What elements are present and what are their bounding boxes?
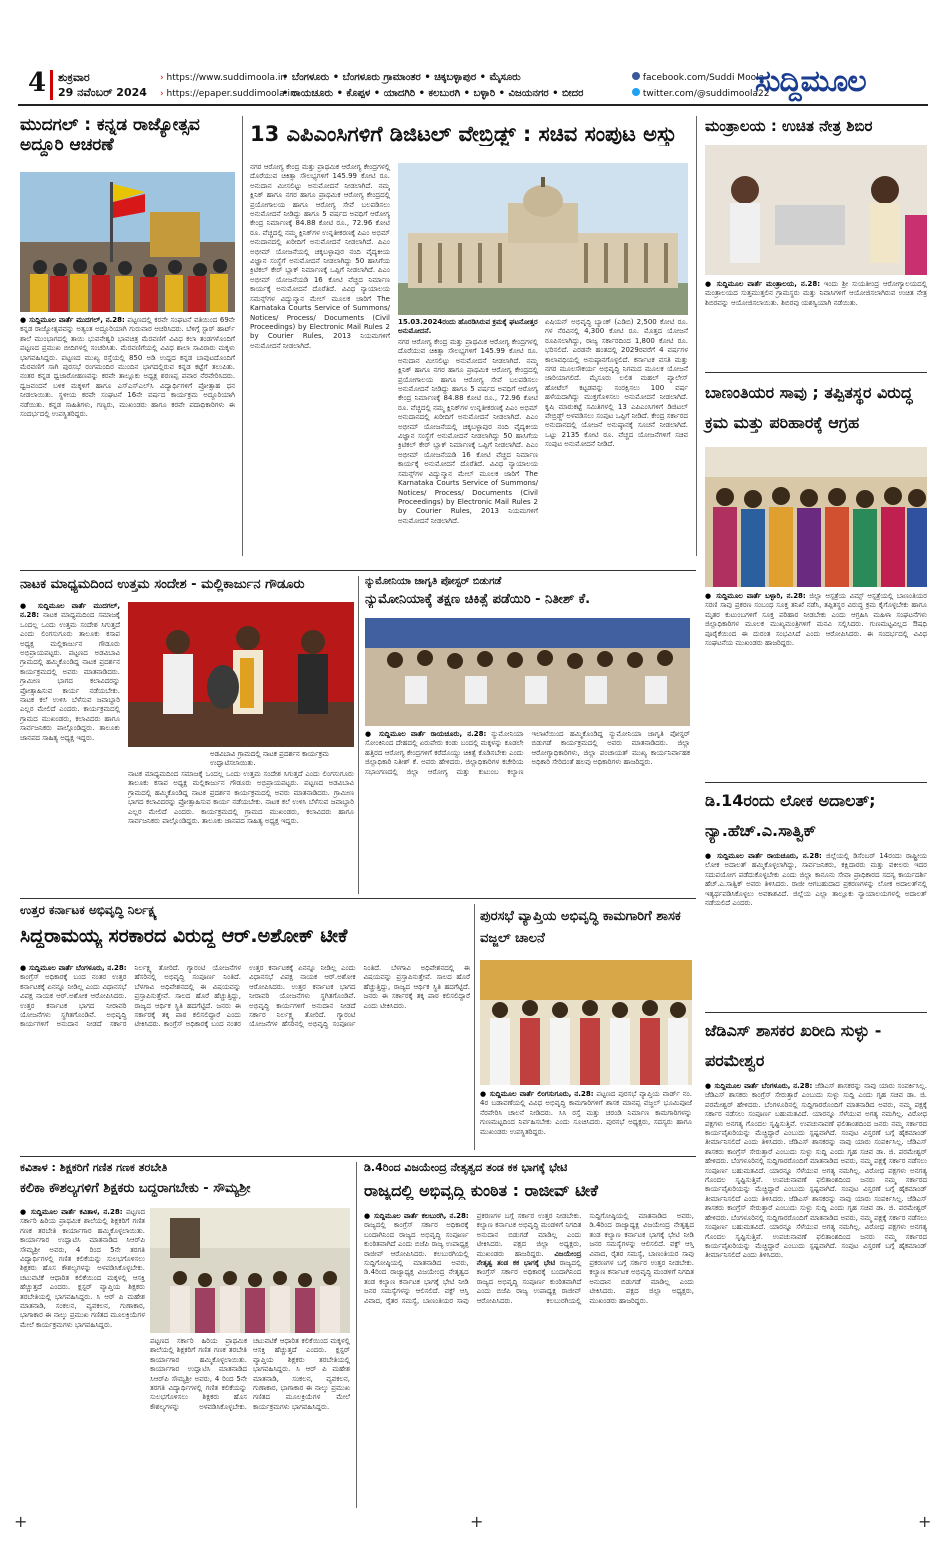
bhoomi-pooja-image — [480, 960, 692, 1085]
vajjal-byline: ● ಸುದ್ದಿಮೂಲ ವಾರ್ತೆ ಲಿಂಗಸುಗೂರು, ನ.28: — [480, 1090, 594, 1098]
link-icon: › — [160, 73, 164, 83]
header-cities — [282, 70, 583, 102]
balantiyara-byline: ● ಸುದ್ದಿಮೂಲ ವಾರ್ತೆ ಬಳ್ಳಾರಿ, ನ.28: — [705, 592, 806, 600]
twitter-icon — [632, 88, 640, 96]
kalike-byline: ● ಸುದ್ದಿಮೂಲ ವಾರ್ತೆ ಕವಿತಾಳ, ನ.28: — [20, 1208, 123, 1216]
column-divider — [358, 576, 359, 894]
mantralaya-text: ಇಂದು ಶ್ರೀ ಸುಯತೀಂದ್ರ ಆರೋಗ್ಯಾಲಯದಲ್ಲಿ ಮಂತ್ರಾಲಯದ ಸುತ್ತಮುತ್ತಲಿನ ಗ್ರಾಮಸ್ಥರು ಮತ್ತು ನಿವಾಸಿಗಳಿಗೆ ಆಯೋಜಿಸಲಾಗಿರುವ ಉಚಿತ ನೇತ್ರ ಶಿಬಿರವನ್ನು ಆಯೋಜಿಸಲಾಯಿತು. ಶಿಬಿರವು ಯಶಸ್ವಿಯಾಗಿ ನಡೆಯಿತು. — [705, 280, 927, 307]
rajeev-headline: ರಾಜ್ಯದಲ್ಲಿ ಅಭಿವೃದ್ಧಿ ಕುಂಠಿತ : ರಾಜೀವ್ ಟೀಕೆ — [364, 1182, 598, 1200]
nataka-photo — [128, 602, 354, 747]
section-rule — [20, 570, 696, 571]
section-rule — [705, 1012, 927, 1013]
mudagal-body — [20, 316, 235, 556]
weighbridge-headline: 13 ಎಪಿಎಂಸಿಗಳಿಗೆ ಡಿಜಿಟಲ್ ವೇಬ್ರಿಡ್ಜ್ : ಸಚಿವ ಸಂಪುಟ ಅಸ್ತು — [250, 122, 677, 146]
header-day: ಶುಕ್ರವಾರ — [58, 71, 90, 84]
vajjal-headline: ಪುರಸಭೆ ವ್ಯಾಪ್ತಿಯ ಅಭಿವೃದ್ಧಿ ಕಾಮಗಾರಿಗೆ ಶಾಸಕ ವಜ್ಜಲ್ ಚಾಲನೆ — [480, 909, 681, 946]
mantralaya-body — [705, 280, 927, 370]
page-number: 4 — [28, 68, 47, 98]
balantiyara-body — [705, 592, 927, 777]
eye-camp-image — [705, 145, 927, 275]
header-date-text: 29 ನವೆಂಬರ್ 2024 — [58, 86, 147, 99]
cities-row-2: • ರಾಯಚೂರು • ಕೊಪ್ಪಳ • ಯಾದಗಿರಿ • ಕಲಬುರಗಿ • ಬಳ್ಳಾರಿ • ವಿಜಯನಗರ • ಬೀದರ — [282, 88, 584, 99]
ashok-byline: ● ಸುದ್ದಿಮೂಲ ವಾರ್ತೆ ಬೆಂಗಳೂರು, ನ.28: — [20, 964, 127, 972]
header-rule — [18, 104, 928, 106]
nataka-headline: ನಾಟಕ ಮಾಧ್ಯಮದಿಂದ ಉತ್ತಮ ಸಂದೇಶ - ಮಲ್ಲಿಕಾರ್ಜುನ ಗೌಡೂರು — [20, 578, 305, 592]
protest-image — [705, 447, 927, 587]
rajeev-text: ರಾಜ್ಯದಲ್ಲಿ ಕಾಂಗ್ರೆಸ್ ಸರ್ಕಾರ ಅಧಿಕಾರಕ್ಕೆ ಬಂದಾಗಿನಿಂದ ರಾಜ್ಯದ ಅಭಿವೃದ್ಧಿ ಸಂಪೂರ್ಣ ಕುಂಠಿತವಾಗಿದೆ ಎಂದು ಬಿಜೆಪಿ ರಾಜ್ಯ ಉಪಾಧ್ಯಕ್ಷ ರಾಜೀವ್ ಆರೋಪಿಸಿದರು. ಕಲಬುರಗಿಯಲ್ಲಿ ಸುದ್ದಿಗೋಷ್ಠಿಯಲ್ಲಿ ಮಾತನಾಡಿದ ಅವರು, ಡಿ.4ರಿಂದ ರಾಜ್ಯಾಧ್ಯಕ್ಷ ವಿಜಯೇಂದ್ರ ನೇತೃತ್ವದ ತಂಡ ಕಲ್ಯಾಣ ಕರ್ನಾಟಕ ಭಾಗಕ್ಕೆ ಭೇಟಿ ನೀಡಿ ಜನರ ಸಮಸ್ಯೆಗಳನ್ನು ಆಲಿಸಲಿದೆ. ವಕ್ಫ್ ಆಸ್ತಿ ವಿವಾದ, ರೈತರ ಸಮಸ್ಯೆ, ಬಾಣಂತಿಯರ ಸಾವು ಪ್ರಕರಣಗಳ ಬಗ್ಗೆ ಸರ್ಕಾರ ಉತ್ತರ ನೀಡಬೇಕು. ಕಲ್ಯಾಣ ಕರ್ನಾಟಕ ಅಭಿವೃದ್ಧಿ ಮಂಡಳಿಗೆ ನಿಗದಿತ ಅನುದಾನ ಬಿಡುಗಡೆ ಮಾಡಿಲ್ಲ ಎಂದು ಟೀಕಿಸಿದರು. ಪಕ್ಷದ ಜಿಲ್ಲಾ ಅಧ್ಯಕ್ಷರು, ಮುಖಂಡರು ಹಾಜರಿದ್ದರು. — [364, 1212, 582, 1305]
pneumonia-body — [365, 730, 690, 892]
mudagal-photo — [20, 172, 235, 312]
vidhana-soudha-image — [398, 163, 688, 315]
jds-text: ಜೆಡಿಎಸ್ ಶಾಸಕರನ್ನು ನಾವು ಯಾರು ಸಂಪರ್ಕಿಸಿಲ್ಲ. ಜೆಡಿಎಸ್ ಶಾಸಕರು ಕಾಂಗ್ರೆಸ್ ಸೇರುತ್ತಾರೆ ಎಂಬುದು ಸುಳ್ಳು ಸುದ್ದಿ ಎಂದು ಗೃಹ ಸಚಿವ ಡಾ. ಜಿ. ಪರಮೇಶ್ವರ್ ಹೇಳಿದರು. ಬೆಂಗಳೂರಿನಲ್ಲಿ ಸುದ್ದಿಗಾರರೊಂದಿಗೆ ಮಾತನಾಡಿದ ಅವರು, ನಮ್ಮ ಪಕ್ಷಕ್ಕೆ ಸರ್ಕಾರ ನಡೆಸಲು ಸಂಪೂರ್ಣ ಬಹುಮತವಿದೆ. ಯಾರನ್ನೂ ಸೆಳೆಯುವ ಅಗತ್ಯ ನಮಗಿಲ್ಲ. ವಿರೋಧ ಪಕ್ಷಗಳು ಅನಗತ್ಯ ಗೊಂದಲ ಸೃಷ್ಟಿಸುತ್ತಿವೆ. ಉಪಚುನಾವಣೆ ಫಲಿತಾಂಶದಿಂದ ಜನರು ನಮ್ಮ ಸರ್ಕಾರದ ಕಾರ್ಯವೈಖರಿಯನ್ನು ಮೆಚ್ಚಿದ್ದಾರೆ ಎಂಬುದು ಸ್ಪಷ್ಟವಾಗಿದೆ. ಸಂಪುಟ ವಿಸ್ತರಣೆ ಬಗ್ಗೆ ಹೈಕಮಾಂಡ್ ತೀರ್ಮಾನಿಸಲಿದೆ ಎಂದು ತಿಳಿಸಿದರು. — [705, 1082, 927, 1147]
section-rule — [705, 372, 927, 373]
kalike-headline: ಕಲಿಕಾ ಕೌಶಲ್ಯಗಳಿಗೆ ಶಿಕ್ಷಕರು ಬದ್ಧರಾಗಬೇಕು - ಸೌಮ್ಯಶ್ರೀ — [20, 1182, 251, 1196]
header-websites — [160, 70, 296, 102]
epaper-link[interactable]: https://epaper.suddimoola.in — [166, 89, 296, 99]
weighbridge-text-right: ಏಷಿಯನ್ ಅಭಿವೃದ್ಧಿ ಬ್ಯಾಂಕ್ (ಎಡಿಬಿ) 2,500 ಕೋಟಿ ರೂ. ಗಳ ನೆರವಿನಲ್ಲಿ 4,300 ಕೋಟಿ ರೂ. ಮೊತ್ತದ ಯೋಜನೆ ರೂಪಿಸಲಾಗಿದ್ದು, ರಾಜ್ಯ ಸರ್ಕಾರದಿಂದ 1,800 ಕೋಟಿ ರೂ. ಭರಿಸಲಿದೆ. ಎರಡನೇ ಹಂತದಲ್ಲಿ 2029ರವರೆಗೆ 4 ವರ್ಷಗಳ ಕಾಲಾವಧಿಯಲ್ಲಿ ಅನುಷ್ಠಾನಗೊಳ್ಳಲಿದೆ. ಕರ್ನಾಟಕ ವಸತಿ ಮತ್ತು ನಗರ ಮೂಲಸೌಕರ್ಯ ಅಭಿವೃದ್ಧಿ ನಿಗಮದ ಮೂಲಕ ಯೋಜನೆ ಜಾರಿಯಾಗಲಿದೆ. ಮೈಸೂರು ಲಲಿತ ಮಹಲ್ ಪ್ಯಾಲೇಸ್ ಹೋಟೆಲ್ ಕಟ್ಟಡವನ್ನು ಸಂರಕ್ಷಿಸಲು 100 ವರ್ಷ ಹಳೆಯದಾಗಿದ್ದು ಮುಕ್ತಗೊಳಿಸಲು ಅನುಮೋದನೆ ನೀಡಲಾಗಿದೆ. ಕೃಷಿ ಮಾರುಕಟ್ಟೆ ಸಮಿತಿಗಳಲ್ಲಿ 13 ಎಪಿಎಂಸಿಗಳಿಗೆ ಡಿಜಿಟಲ್ ವೇಬ್ರಿಡ್ಜ್ ಅಳವಡಿಸಲು ಸಂಪುಟ ಒಪ್ಪಿಗೆ ನೀಡಿದೆ. ಕೇಂದ್ರ ಸರ್ಕಾರದ ಅನುದಾನದಲ್ಲಿ ಯೋಜನೆ ಅನುಷ್ಠಾನಕ್ಕೆ ಸೂಚನೆ ನೀಡಲಾಗಿದೆ. ಒಟ್ಟು 2135 ಕೋಟಿ ರೂ. ವೆಚ್ಚದ ಯೋಜನೆಗಳಿಗೆ ಸಚಿವ ಸಂಪುಟ ಅನುಮೋದನೆ ನೀಡಿದೆ. — [545, 318, 688, 449]
rajeev-byline: ● ಸುದ್ದಿಮೂಲ ವಾರ್ತೆ ಕಲಬುರಗಿ, ನ.28: — [364, 1212, 469, 1220]
jds-byline: ● ಸುದ್ದಿಮೂಲ ವಾರ್ತೆ ಬೆಂಗಳೂರು, ನ.28: — [705, 1082, 813, 1090]
nataka-body-right — [128, 770, 354, 892]
weighbridge-caption: 15.03.2024ರಂದು ಹೊರಡಿಸಿರುವ ಕ್ರಮಕ್ಕೆ ಘಟನೋತ್ತರ ಅನುಮೋದನೆ. — [398, 318, 538, 335]
poster-release-photo — [365, 618, 690, 726]
facebook-icon — [632, 72, 640, 80]
kalike-body-left — [20, 1208, 145, 1508]
vajjal-text: ಪಟ್ಟಣದ ಪುರಸಭೆ ವ್ಯಾಪ್ತಿಯ ವಾರ್ಡ್ ನಂ. 4ರ ಬಡಾವಣೆಯಲ್ಲಿ ವಿವಿಧ ಅಭಿವೃದ್ಧಿ ಕಾಮಗಾರಿಗಳಿಗೆ ಶಾಸಕ ಮಾನಪ್ಪ ವಜ್ಜಲ್ ಭೂಮಿಪೂಜೆ ನೆರವೇರಿಸಿ ಚಾಲನೆ ನೀಡಿದರು. ಸಿಸಿ ರಸ್ತೆ ಮತ್ತು ಚರಂಡಿ ನಿರ್ಮಾಣ ಕಾಮಗಾರಿಗಳನ್ನು ಗುಣಮಟ್ಟದಿಂದ ನಿರ್ವಹಿಸಬೇಕು ಎಂದು ಸೂಚಿಸಿದರು. ಪುರಸಭೆ ಅಧ್ಯಕ್ಷರು, ಸದಸ್ಯರು ಹಾಗೂ ಮುಖಂಡರು ಉಪಸ್ಥಿತರಿದ್ದರು. — [480, 1090, 692, 1136]
vidhana-soudha-photo — [398, 163, 688, 315]
section-rule — [20, 1156, 696, 1157]
ashok-text-cont: ಕಾಂಗ್ರೆಸ್ ಅಧಿಕಾರಕ್ಕೆ ಬಂದ ನಂತರ ಉತ್ತರ ಕರ್ನಾಟಕಕ್ಕೆ ಏನನ್ನೂ ನೀಡಿಲ್ಲ ಎಂದು ವಿಧಾನಸಭೆ ವಿಪಕ್ಷ ನಾಯಕ ಆರ್.ಅಶೋಕ ಆರೋಪಿಸಿದರು. ಉತ್ತರ ಕರ್ನಾಟಕ ಭಾಗದ ನೀರಾವರಿ ಯೋಜನೆಗಳು ಸ್ಥಗಿತಗೊಂಡಿವೆ. ಅಭಿವೃದ್ಧಿ ಕಾರ್ಯಗಳಿಗೆ ಅನುದಾನ ನೀಡದೆ ಸರ್ಕಾರ ನಿರ್ಲಕ್ಷ್ಯ ತೋರಿದೆ. ಗ್ಯಾರಂಟಿ ಯೋಜನೆಗಳ ಹೆಸರಿನಲ್ಲಿ ಅಭಿವೃದ್ಧಿ ಸಂಪೂರ್ಣ ನಿಂತಿದೆ. ಬೆಳಗಾವಿ ಅಧಿವೇಶನದಲ್ಲಿ ಈ ವಿಷಯವನ್ನು ಪ್ರಸ್ತಾಪಿಸುತ್ತೇವೆ. ಸಾಲದ ಹೊರೆ ಹೆಚ್ಚುತ್ತಿದ್ದು, ರಾಜ್ಯದ ಆರ್ಥಿಕ ಸ್ಥಿತಿ ಹದಗೆಟ್ಟಿದೆ. ಜನರು ಈ ಸರ್ಕಾರಕ್ಕೆ ತಕ್ಕ ಪಾಠ ಕಲಿಸಲಿದ್ದಾರೆ ಎಂದು ಟೀಕಿಸಿದರು. — [163, 964, 470, 1029]
balantiyara-text: ಜಿಲ್ಲಾ ಆಸ್ಪತ್ರೆಯ ವಿಮ್ಸ್ ಆಸ್ಪತ್ರೆಯಲ್ಲಿ ಬಾಣಂತಿಯರ ಸರಣಿ ಸಾವು ಪ್ರಕರಣ ಸಂಬಂಧ ಸೂಕ್ತ ತನಿಖೆ ನಡೆಸಿ, ತಪ್ಪಿತಸ್ಥರ ವಿರುದ್ಧ ಕ್ರಮ ಕೈಗೊಳ್ಳಬೇಕು ಹಾಗೂ ಮೃತರ ಕುಟುಂಬಗಳಿಗೆ ಸೂಕ್ತ ಪರಿಹಾರ ನೀಡಬೇಕು ಎಂದು ಆಗ್ರಹಿಸಿ ಮಹಿಳಾ ಸಂಘಟನೆಗಳು ಜಿಲ್ಲಾಧಿಕಾರಿಗಳ ಮೂಲಕ ಮುಖ್ಯಮಂತ್ರಿಗಳಿಗೆ ಮನವಿ ಸಲ್ಲಿಸಿದರು. ಗುಣಮಟ್ಟವಿಲ್ಲದ ಔಷಧಿ ಪೂರೈಕೆಯಿಂದ ಈ ದುರಂತ ಸಂಭವಿಸಿದೆ ಎಂದು ಆರೋಪಿಸಿದರು. ಈ ಸಂದರ್ಭದಲ್ಲಿ ವಿವಿಧ ಸಂಘಟನೆಯ ಮುಖಂಡರು ಹಾಜರಿದ್ದರು. — [705, 592, 927, 648]
adalat-headline: ಡಿ.14ರಂದು ಲೋಕ ಅದಾಲತ್; ನ್ಯಾ.ಹೆಚ್.ಎ.ಸಾತ್ವಿಕ್ — [705, 791, 876, 840]
mantralaya-byline: ● ಸುದ್ದಿಮೂಲ ವಾರ್ತೆ ಮಂತ್ರಾಲಯ, ನ.28: — [705, 280, 821, 288]
mudagal-byline: ● ಸುದ್ದಿಮೂಲ ವಾರ್ತೆ ಮುದಗಲ್, ನ.28: — [20, 316, 125, 324]
pneumonia-text: ನ್ಯುಮೋನಿಯಾ ಸೋಂಕಿನಿಂದ ದೇಹದಲ್ಲಿ ಏರುಪೇರು ಕಂಡು ಬಂದಲ್ಲಿ ಮಕ್ಕಳನ್ನು ಕೂಡಲೇ ಹತ್ತಿರದ ಆರೋಗ್ಯ ಕೇಂದ್ರಗಳಿಗೆ ಕರೆದೊಯ್ದು ಚಿಕಿತ್ಸೆ ಕೊಡಿಸಬೇಕು ಎಂದು ಜಿಲ್ಲಾಧಿಕಾರಿ ನಿತೀಶ್ ಕೆ. ಅವರು ಹೇಳಿದರು. ಜಿಲ್ಲಾಧಿಕಾರಿಗಳ ಕಚೇರಿಯ ಸಭಾಂಗಣದಲ್ಲಿ ಜಿಲ್ಲಾ ಆರೋಗ್ಯ ಮತ್ತು ಕುಟುಂಬ ಕಲ್ಯಾಣ ಇಲಾಖೆಯಿಂದ ಹಮ್ಮಿಕೊಂಡಿದ್ದ ನ್ಯುಮೋನಿಯಾ ಜಾಗೃತಿ ಪೋಸ್ಟರ್ ಬಿಡುಗಡೆ ಕಾರ್ಯಕ್ರಮದಲ್ಲಿ ಅವರು ಮಾತನಾಡಿದರು. ಜಿಲ್ಲಾ ಆರೋಗ್ಯಾಧಿಕಾರಿಗಳು, ಜಿಲ್ಲಾ ಪಂಚಾಯತ್ ಮುಖ್ಯ ಕಾರ್ಯನಿರ್ವಾಹಕ ಅಧಿಕಾರಿ ಸೇರಿದಂತೆ ಹಲವು ಅಧಿಕಾರಿಗಳು ಹಾಜರಿದ್ದರು. — [365, 730, 690, 776]
nataka-byline: ● ಸುದ್ದಿಮೂಲ ವಾರ್ತೆ ಮುದಗಲ್, ನ.28: — [20, 602, 120, 620]
stage-photo-image — [128, 602, 354, 747]
weighbridge-body-right — [545, 318, 688, 555]
kalike-body-right — [150, 1337, 350, 1507]
weighbridge-text-left: ನಗರ ಆರೋಗ್ಯ ಕೇಂದ್ರ ಮತ್ತು ಪ್ರಾಥಮಿಕ ಆರೋಗ್ಯ ಕೇಂದ್ರಗಳಲ್ಲಿ ದೊರೆಯುವ ಚಿಕಿತ್ಸಾ ಸೌಲಭ್ಯಗಳಿಗೆ 145.99 ಕೋಟಿ ರೂ. ಅನುದಾನ ಮೀಸಲಿಟ್ಟು ಅನುಮೋದನೆ ನೀಡಲಾಗಿದೆ. ನಮ್ಮ ಕ್ಲಿನಿಕ್ ಹಾಗೂ ನಗರ ಹಾಗೂ ಪ್ರಾಥಮಿಕ ಆರೋಗ್ಯ ಕೇಂದ್ರದಲ್ಲಿ ಪ್ರಯೋಗಾಲಯ ಹಾಗೂ ಆರೋಗ್ಯ ಸೇವೆ ಬಲಪಡಿಸಲು ಅನುಮೋದನೆ ನೀಡಿದ್ದು ಹಾಗೂ 5 ವರ್ಷದ ಅವಧಿಗೆ ಆರೋಗ್ಯ ಕೇಂದ್ರ ನಿರ್ಮಾಣಕ್ಕೆ 84.88 ಕೋಟಿ ರೂ., 72.96 ಕೋಟಿ ರೂ. ವೆಚ್ಚದಲ್ಲಿ ನಮ್ಮ ಕ್ಲಿನಿಕ್‌ಗಳ ಉನ್ನತೀಕರಣಕ್ಕೆ ಪಿಎಂ ಅಭಿಮ್ ಅನುದಾನದಲ್ಲಿ ಖರೀದಿಗೆ ಅನುಮೋದನೆ ನೀಡಲಾಗಿದೆ. ಪಿಎಂ ಅಭೀಮ್ ಯೋಜನೆಯಲ್ಲಿ ಚಿಕ್ಕಬಳ್ಳಾಪುರ ನಂದಿ ವೈದ್ಯಕೀಯ ವಿಜ್ಞಾನ ಸಂಸ್ಥೆಗೆ ಅನುಮೋದನೆ ನೀಡಲಾಗಿದ್ದು 50 ಹಾಸಿಗೆಯ ಕ್ರಿಟಿಕಲ್ ಕೇರ್ ಬ್ಲಾಕ್ ನಿರ್ಮಾಣಕ್ಕೆ ಒಪ್ಪಿಗೆ ನೀಡಲಾಗಿದೆ. ಪಿಎಂ ಅಭೀಮ್ ಯೋಜನೆಯಡಿ 16 ಕೋಟಿ ವೆಚ್ಚದ ನಿರ್ಮಾಣ ಕಾರ್ಯಕ್ಕೆ ಅನುಮೋದನೆ ದೊರೆತಿದೆ. ವಿವಿಧ ನ್ಯಾಯಾಲಯ ಸಮನ್ಸ್‌ಗಳ ವಿದ್ಯುನ್ಮಾನ ಮೇಲ್ ಮೂಲಕ ಜಾರಿಗೆ The Karnataka Courts Service of Summons/ Notices/ Process/ Documents (Civil Proceedings) by Electronic Mail Rules 2 by Courier Rules, 2013 ನಿಯಮಗಳಿಗೆ ಅನುಮೋದನೆ ನೀಡಲಾಗಿದೆ. — [250, 163, 390, 350]
eye-camp-photo — [705, 145, 927, 275]
jds-body — [705, 1082, 927, 1500]
nataka-text-right: ನಾಟಕ ಮಾಧ್ಯಮದಿಂದ ಸಮಾಜಕ್ಕೆ ಒಂದಲ್ಲ ಒಂದು ಉತ್ತಮ ಸಂದೇಶ ಸಿಗುತ್ತದೆ ಎಂದು ಲಿಂಗಸುಗೂರು ತಾಲೂಕು ಕಸಾಪ ಅಧ್ಯಕ್ಷ ಮಲ್ಲಿಕಾರ್ಜುನ ಗೌಡೂರು ಅಭಿಪ್ರಾಯಪಟ್ಟರು. ಪಟ್ಟಣದ ಅಡವಿಬಾವಿ ಗ್ರಾಮದಲ್ಲಿ ಹಮ್ಮಿಕೊಂಡಿದ್ದ ನಾಟಕ ಪ್ರದರ್ಶನ ಕಾರ್ಯಕ್ರಮದಲ್ಲಿ ಅವರು ಮಾತನಾಡಿದರು. ಗ್ರಾಮೀಣ ಭಾಗದ ಕಲಾವಿದರನ್ನು ಪ್ರೋತ್ಸಾಹಿಸುವ ಕಾರ್ಯ ನಡೆಯಬೇಕು. ನಾಟಕ ಕಲೆ ಉಳಿಸಿ ಬೆಳೆಸುವ ಜವಾಬ್ದಾರಿ ಎಲ್ಲರ ಮೇಲಿದೆ ಎಂದರು. ಕಾರ್ಯಕ್ರಮದಲ್ಲಿ ಗ್ರಾಮದ ಮುಖಂಡರು, ಕಲಾವಿದರು ಹಾಗೂ ಸಾರ್ವಜನಿಕರು ಪಾಲ್ಗೊಂಡಿದ್ದರು. ತಾಲೂಕು ಜಾನಪದ ಸಾಹಿತ್ಯ ಅಧ್ಯಕ್ಷ ಇದ್ದರು. — [128, 770, 354, 826]
twitter-link[interactable]: twitter.com/@suddimoola22 — [642, 89, 770, 99]
cities-row-1: • ಬೆಂಗಳೂರು • ಬೆಂಗಳೂರು ಗ್ರಾಮಾಂತರ • ಚಿಕ್ಕಬಳ್ಳಾಪುರ • ಮೈಸೂರು — [282, 72, 521, 83]
ashok-headline: ಸಿದ್ದರಾಮಯ್ಯ ಸರಕಾರದ ವಿರುದ್ಧ ಆರ್.ಅಶೋಕ್ ಟೀಕೆ — [20, 926, 348, 947]
nataka-body-left — [20, 602, 120, 892]
adalat-text: ಜಿಲ್ಲೆಯಲ್ಲಿ ಡಿಸೆಂಬರ್ 14ರಂದು ರಾಷ್ಟ್ರೀಯ ಲೋಕ ಅದಾಲತ್ ಹಮ್ಮಿಕೊಳ್ಳಲಾಗಿದ್ದು, ಸಾರ್ವಜನಿಕರು, ಕಕ್ಷಿದಾರರು ಮತ್ತು ವಕೀಲರು ಇದರ ಸದುಪಯೋಗ ಪಡೆದುಕೊಳ್ಳಬೇಕು ಎಂದು ಜಿಲ್ಲಾ ಕಾನೂನು ಸೇವಾ ಪ್ರಾಧಿಕಾರದ ಸದಸ್ಯ ಕಾರ್ಯದರ್ಶಿ ಹೆಚ್.ಎ.ಸಾತ್ವಿಕ್ ಅವರು ತಿಳಿಸಿದರು. ರಾಜೀ ಆಗಬಹುದಾದ ಪ್ರಕರಣಗಳನ್ನು ಲೋಕ ಅದಾಲತ್‌ನಲ್ಲಿ ಇತ್ಯರ್ಥಪಡಿಸಿಕೊಳ್ಳಲು ಅವಕಾಶವಿದೆ. ಜಿಲ್ಲೆಯ ಎಲ್ಲಾ ತಾಲ್ಲೂಕು ನ್ಯಾಯಾಲಯಗಳಲ್ಲಿ ಅದಾಲತ್ ನಡೆಯಲಿದೆ ಎಂದರು. — [705, 852, 927, 908]
vajjal-body — [480, 1090, 692, 1150]
poster-release-image — [365, 618, 690, 726]
crop-mark: + — [14, 1512, 28, 1531]
facebook-link[interactable]: facebook.com/Suddi Moola — [642, 73, 765, 83]
rajeev-subhead: ವಿಜಯೇಂದ್ರ ನೇತೃತ್ವ ತಂಡ ಕಕ ಭಾಗಕ್ಕೆ ಭೇಟಿ — [476, 1249, 582, 1268]
jds-headline: ಜೆಡಿಎಸ್ ಶಾಸಕರ ಖರೀದಿ ಸುಳ್ಳು - ಪರಮೇಶ್ವರ — [705, 1021, 882, 1070]
section-rule — [20, 898, 696, 899]
nataka-text: ನಾಟಕ ಮಾಧ್ಯಮದಿಂದ ಸಮಾಜಕ್ಕೆ ಒಂದಲ್ಲ ಒಂದು ಉತ್ತಮ ಸಂದೇಶ ಸಿಗುತ್ತದೆ ಎಂದು ಲಿಂಗಸುಗೂರು ತಾಲೂಕು ಕಸಾಪ ಅಧ್ಯಕ್ಷ ಮಲ್ಲಿಕಾರ್ಜುನ ಗೌಡೂರು ಅಭಿಪ್ರಾಯಪಟ್ಟರು. ಪಟ್ಟಣದ ಅಡವಿಬಾವಿ ಗ್ರಾಮದಲ್ಲಿ ಹಮ್ಮಿಕೊಂಡಿದ್ದ ನಾಟಕ ಪ್ರದರ್ಶನ ಕಾರ್ಯಕ್ರಮದಲ್ಲಿ ಅವರು ಮಾತನಾಡಿದರು. ಗ್ರಾಮೀಣ ಭಾಗದ ಕಲಾವಿದರನ್ನು ಪ್ರೋತ್ಸಾಹಿಸುವ ಕಾರ್ಯ ನಡೆಯಬೇಕು. ನಾಟಕ ಕಲೆ ಉಳಿಸಿ ಬೆಳೆಸುವ ಜವಾಬ್ದಾರಿ ಎಲ್ಲರ ಮೇಲಿದೆ ಎಂದರು. ಕಾರ್ಯಕ್ರಮದಲ್ಲಿ ಗ್ರಾಮದ ಮುಖಂಡರು, ಕಲಾವಿದರು ಹಾಗೂ ಸಾರ್ವಜನಿಕರು ಪಾಲ್ಗೊಂಡಿದ್ದರು. ತಾಲೂಕು ಜಾನಪದ ಸಾಹಿತ್ಯ ಅಧ್ಯಕ್ಷ ಇದ್ದರು. — [20, 611, 120, 742]
jds-text-cont: ಜೆಡಿಎಸ್ ಶಾಸಕರನ್ನು ನಾವು ಯಾರು ಸಂಪರ್ಕಿಸಿಲ್ಲ. ಜೆಡಿಎಸ್ ಶಾಸಕರು ಕಾಂಗ್ರೆಸ್ ಸೇರುತ್ತಾರೆ ಎಂಬುದು ಸುಳ್ಳು ಸುದ್ದಿ ಎಂದು ಗೃಹ ಸಚಿವ ಡಾ. ಜಿ. ಪರಮೇಶ್ವರ್ ಹೇಳಿದರು. ಬೆಂಗಳೂರಿನಲ್ಲಿ ಸುದ್ದಿಗಾರರೊಂದಿಗೆ ಮಾತನಾಡಿದ ಅವರು, ನಮ್ಮ ಪಕ್ಷಕ್ಕೆ ಸರ್ಕಾರ ನಡೆಸಲು ಸಂಪೂರ್ಣ ಬಹುಮತವಿದೆ. ಯಾರನ್ನೂ ಸೆಳೆಯುವ ಅಗತ್ಯ ನಮಗಿಲ್ಲ. ವಿರೋಧ ಪಕ್ಷಗಳು ಅನಗತ್ಯ ಗೊಂದಲ ಸೃಷ್ಟಿಸುತ್ತಿವೆ. ಉಪಚುನಾವಣೆ ಫಲಿತಾಂಶದಿಂದ ಜನರು ನಮ್ಮ ಸರ್ಕಾರದ ಕಾರ್ಯವೈಖರಿಯನ್ನು ಮೆಚ್ಚಿದ್ದಾರೆ ಎಂಬುದು ಸ್ಪಷ್ಟವಾಗಿದೆ. ಸಂಪುಟ ವಿಸ್ತರಣೆ ಬಗ್ಗೆ ಹೈಕಮಾಂಡ್ ತೀರ್ಮಾನಿಸಲಿದೆ ಎಂದು ತಿಳಿಸಿದರು. — [705, 1138, 927, 1203]
section-rule — [705, 782, 927, 783]
weighbridge-body-mid — [398, 338, 538, 555]
crop-mark: + — [918, 1512, 932, 1531]
weighbridge-body-left — [250, 163, 390, 555]
training-photo — [150, 1208, 350, 1333]
column-divider — [242, 116, 243, 556]
protest-photo — [705, 447, 927, 587]
adalat-byline: ● ಸುದ್ದಿಮೂಲ ವಾರ್ತೆ ರಾಯಚೂರು, ನ.28: — [705, 852, 822, 860]
jds-text-cont2: ಜೆಡಿಎಸ್ ಶಾಸಕರನ್ನು ನಾವು ಯಾರು ಸಂಪರ್ಕಿಸಿಲ್ಲ. ಜೆಡಿಎಸ್ ಶಾಸಕರು ಕಾಂಗ್ರೆಸ್ ಸೇರುತ್ತಾರೆ ಎಂಬುದು ಸುಳ್ಳು ಸುದ್ದಿ ಎಂದು ಗೃಹ ಸಚಿವ ಡಾ. ಜಿ. ಪರಮೇಶ್ವರ್ ಹೇಳಿದರು. ಬೆಂಗಳೂರಿನಲ್ಲಿ ಸುದ್ದಿಗಾರರೊಂದಿಗೆ ಮಾತನಾಡಿದ ಅವರು, ನಮ್ಮ ಪಕ್ಷಕ್ಕೆ ಸರ್ಕಾರ ನಡೆಸಲು ಸಂಪೂರ್ಣ ಬಹುಮತವಿದೆ. ಯಾರನ್ನೂ ಸೆಳೆಯುವ ಅಗತ್ಯ ನಮಗಿಲ್ಲ. ವಿರೋಧ ಪಕ್ಷಗಳು ಅನಗತ್ಯ ಗೊಂದಲ ಸೃಷ್ಟಿಸುತ್ತಿವೆ. ಉಪಚುನಾವಣೆ ಫಲಿತಾಂಶದಿಂದ ಜನರು ನಮ್ಮ ಸರ್ಕಾರದ ಕಾರ್ಯವೈಖರಿಯನ್ನು ಮೆಚ್ಚಿದ್ದಾರೆ ಎಂಬುದು ಸ್ಪಷ್ಟವಾಗಿದೆ. ಸಂಪುಟ ವಿಸ್ತರಣೆ ಬಗ್ಗೆ ಹೈಕಮಾಂಡ್ ತೀರ್ಮಾನಿಸಲಿದೆ ಎಂದು ತಿಳಿಸಿದರು. — [705, 1194, 927, 1260]
bhoomi-pooja-photo — [480, 960, 692, 1085]
ashok-body — [20, 964, 470, 1150]
header-divider — [50, 70, 53, 100]
adalat-body — [705, 852, 927, 1010]
kalike-kicker: ಕವಿತಾಳ : ಶಿಕ್ಷಕರಿಗೆ ಗಣಿತ ಗಣಕ ತರಬೇತಿ — [20, 1161, 168, 1174]
rajeev-text-cont: ರಾಜ್ಯದಲ್ಲಿ ಕಾಂಗ್ರೆಸ್ ಸರ್ಕಾರ ಅಧಿಕಾರಕ್ಕೆ ಬಂದಾಗಿನಿಂದ ರಾಜ್ಯದ ಅಭಿವೃದ್ಧಿ ಸಂಪೂರ್ಣ ಕುಂಠಿತವಾಗಿದೆ ಎಂದು ಬಿಜೆಪಿ ರಾಜ್ಯ ಉಪಾಧ್ಯಕ್ಷ ರಾಜೀವ್ ಆರೋಪಿಸಿದರು. ಕಲಬುರಗಿಯಲ್ಲಿ ಸುದ್ದಿಗೋಷ್ಠಿಯಲ್ಲಿ ಮಾತನಾಡಿದ ಅವರು, ಡಿ.4ರಿಂದ ರಾಜ್ಯಾಧ್ಯಕ್ಷ ವಿಜಯೇಂದ್ರ ನೇತೃತ್ವದ ತಂಡ ಕಲ್ಯಾಣ ಕರ್ನಾಟಕ ಭಾಗಕ್ಕೆ ಭೇಟಿ ನೀಡಿ ಜನರ ಸಮಸ್ಯೆಗಳನ್ನು ಆಲಿಸಲಿದೆ. ವಕ್ಫ್ ಆಸ್ತಿ ವಿವಾದ, ರೈತರ ಸಮಸ್ಯೆ, ಬಾಣಂತಿಯರ ಸಾವು ಪ್ರಕರಣಗಳ ಬಗ್ಗೆ ಸರ್ಕಾರ ಉತ್ತರ ನೀಡಬೇಕು. ಕಲ್ಯಾಣ ಕರ್ನಾಟಕ ಅಭಿವೃದ್ಧಿ ಮಂಡಳಿಗೆ ನಿಗದಿತ ಅನುದಾನ ಬಿಡುಗಡೆ ಮಾಡಿಲ್ಲ ಎಂದು ಟೀಕಿಸಿದರು. ಪಕ್ಷದ ಜಿಲ್ಲಾ ಅಧ್ಯಕ್ಷರು, ಮುಖಂಡರು ಹಾಜರಿದ್ದರು. — [476, 1212, 694, 1305]
crop-mark: + — [470, 1512, 484, 1531]
rally-photo-image — [20, 172, 235, 312]
pneumonia-kicker: ನ್ಯುಮೋನಿಯಾ ಜಾಗೃತಿ ಪೋಸ್ಟರ್ ಬಿಡುಗಡೆ — [365, 576, 502, 587]
mudagal-text: ಪಟ್ಟಣದಲ್ಲಿ ಕರವೇ ಸಂಘಟನೆ ವತಿಯಿಂದ 69ನೇ ಕನ್ನಡ ರಾಜ್ಯೋತ್ಸವವನ್ನು ಅತ್ಯಂತ ಅದ್ದೂರಿಯಾಗಿ ಗುರುವಾರ ಆಚರಿಸಿದರು. ಬೆಳಿಗ್ಗೆ ಸ್ಟಾರ್ ಹಾರ್ಟ್ ಶಾಲೆ ಮುಂಭಾಗದಲ್ಲಿ ತಾಯಿ ಭುವನೇಶ್ವರಿ ಭಾವಚಿತ್ರ ಮೆರವಣಿಗೆ ವಿವಿಧ ಕಲಾ ತಂಡಗಳೊಂದಿಗೆ ಪಟ್ಟಣದ ಪ್ರಮುಖ ಬೀದಿಗಳಲ್ಲಿ ಸಂಚರಿಸಿತು. ಮೆರವಣಿಗೆಯಲ್ಲಿ ವಿವಿಧ ಶಾಲಾ ಸಾವಿರಾರು ಮಕ್ಕಳು ಭಾಗವಹಿಸಿದ್ದರು. ಪಟ್ಟಣದ ಮುಖ್ಯ ರಸ್ತೆಯಲ್ಲಿ 850 ಅಡಿ ಉದ್ದದ ಕನ್ನಡ ಬಾವುಟದೊಂದಿಗೆ ಮೆರವಣಿಗೆ ಸಾಗಿ ಪುರಸಭೆ ರಂಗಮಂದಿರ ಮುಂದಿನ ಭಾಗದಲ್ಲಿರುವ ಕನ್ನಡ ಕಟ್ಟೆಗೆ ತಲುಪಿತು. ನಂತರ ಕನ್ನಡ ಧ್ವಜಾರೋಹಣವನ್ನು ಕರವೇ ತಾಲ್ಲೂಕು ಅಧ್ಯಕ್ಷ ಶರಣಪ್ಪ ಪವಾರ ನೆರವೇರಿಸಿದರು. ಧ್ವಜವಂದನೆ ಬಳಿಕ ಮಕ್ಕಳಿಗೆ ಹಾಗೂ ಎಸ್‌ಎಸ್‌ಎಲ್‌ಸಿ ವಿದ್ಯಾರ್ಥಿಗಳಿಗೆ ಪ್ರೋತ್ಸಾಹ ಧನ ನೀಡಲಾಯಿತು. ಸ್ಥಳೀಯ ಕರವೇ ಸಂಘಟನೆ 16ನೇ ವರ್ಷದ ಕಾರ್ಯಕ್ರಮ ಅದ್ದೂರಿಯಾಗಿ ನಡೆಯಿತು. ಕನ್ನಡ ಸಾಹಿತಿಗಳು, ಗಣ್ಯರು, ಮುಖಂಡರು ಹಾಗೂ ಕರವೇ ಪದಾಧಿಕಾರಿಗಳು ಈ ಸಂದರ್ಭದಲ್ಲಿ ಉಪಸ್ಥಿತರಿದ್ದರು. — [20, 316, 235, 419]
balantiyara-headline: ಬಾಣಂತಿಯರ ಸಾವು ; ತಪ್ಪಿತಸ್ಥರ ವಿರುದ್ಧ ಕ್ರಮ ಮತ್ತು ಪರಿಹಾರಕ್ಕೆ ಆಗ್ರಹ — [705, 383, 913, 432]
column-divider — [696, 116, 697, 556]
kalike-text: ಪಟ್ಟಣದ ಸರ್ಕಾರಿ ಹಿರಿಯ ಪ್ರಾಥಮಿಕ ಶಾಲೆಯಲ್ಲಿ ಶಿಕ್ಷಕರಿಗೆ ಗಣಿತ ಗಣಕ ತರಬೇತಿ ಕಾರ್ಯಾಗಾರ ಹಮ್ಮಿಕೊಳ್ಳಲಾಯಿತು. ಕಾರ್ಯಾಗಾರ ಉದ್ಘಾಟಿಸಿ ಮಾತನಾಡಿದ ಸಿಆರ್‌ಪಿ ಸೌಮ್ಯಶ್ರೀ ಅವರು, 4 ರಿಂದ 5ನೇ ತರಗತಿ ವಿದ್ಯಾರ್ಥಿಗಳಲ್ಲಿ ಗಣಿತ ಕಲಿಕೆಯನ್ನು ಸುಲಭಗೊಳಿಸಲು ಶಿಕ್ಷಕರು ಹೊಸ ಕೌಶಲ್ಯಗಳನ್ನು ಅಳವಡಿಸಿಕೊಳ್ಳಬೇಕು. ಚಟುವಟಿಕೆ ಆಧಾರಿತ ಕಲಿಕೆಯಿಂದ ಮಕ್ಕಳಲ್ಲಿ ಆಸಕ್ತಿ ಹೆಚ್ಚುತ್ತದೆ ಎಂದರು. ಕ್ಲಸ್ಟರ್ ವ್ಯಾಪ್ತಿಯ ಶಿಕ್ಷಕರು ತರಬೇತಿಯಲ್ಲಿ ಭಾಗವಹಿಸಿದ್ದರು. ಸಿ ಆರ್ ಪಿ ಮಹೇಶ ಮಾತನಾಡಿ, ಸಂಕಲನ, ವ್ಯವಕಲನ, ಗುಣಾಕಾರ, ಭಾಗಾಕಾರ ಈ ನಾಲ್ಕು ಪ್ರಮುಖ ಗಣಿತದ ಮೂಲಕ್ರಿಯೆಗಳ ಮೇಲೆ ಕಾರ್ಯಕ್ರಮಗಳು ಭಾಗವಹಿಸಿದ್ದರು. — [20, 1208, 145, 1329]
ashok-text: ಕಾಂಗ್ರೆಸ್ ಅಧಿಕಾರಕ್ಕೆ ಬಂದ ನಂತರ ಉತ್ತರ ಕರ್ನಾಟಕಕ್ಕೆ ಏನನ್ನೂ ನೀಡಿಲ್ಲ ಎಂದು ವಿಧಾನಸಭೆ ವಿಪಕ್ಷ ನಾಯಕ ಆರ್.ಅಶೋಕ ಆರೋಪಿಸಿದರು. ಉತ್ತರ ಕರ್ನಾಟಕ ಭಾಗದ ನೀರಾವರಿ ಯೋಜನೆಗಳು ಸ್ಥಗಿತಗೊಂಡಿವೆ. ಅಭಿವೃದ್ಧಿ ಕಾರ್ಯಗಳಿಗೆ ಅನುದಾನ ನೀಡದೆ ಸರ್ಕಾರ ನಿರ್ಲಕ್ಷ್ಯ ತೋರಿದೆ. ಗ್ಯಾರಂಟಿ ಯೋಜನೆಗಳ ಹೆಸರಿನಲ್ಲಿ ಅಭಿವೃದ್ಧಿ ಸಂಪೂರ್ಣ ನಿಂತಿದೆ. ಬೆಳಗಾವಿ ಅಧಿವೇಶನದಲ್ಲಿ ಈ ವಿಷಯವನ್ನು ಪ್ರಸ್ತಾಪಿಸುತ್ತೇವೆ. ಸಾಲದ ಹೊರೆ ಹೆಚ್ಚುತ್ತಿದ್ದು, ರಾಜ್ಯದ ಆರ್ಥಿಕ ಸ್ಥಿತಿ ಹದಗೆಟ್ಟಿದೆ. ಜನರು ಈ ಸರ್ಕಾರಕ್ಕೆ ತಕ್ಕ ಪಾಠ ಕಲಿಸಲಿದ್ದಾರೆ ಎಂದು ಟೀಕಿಸಿದರು. — [20, 964, 241, 1029]
training-image — [150, 1208, 350, 1333]
column-divider — [474, 904, 475, 1150]
header-social — [632, 70, 769, 102]
rajeev-kicker: ಡಿ.4ರಿಂದ ವಿಜಯೇಂದ್ರ ನೇತೃತ್ವದ ತಂಡ ಕಕ ಭಾಗಕ್ಕೆ ಭೇಟಿ — [364, 1161, 568, 1174]
pneumonia-byline: ● ಸುದ್ದಿಮೂಲ ವಾರ್ತೆ ರಾಯಚೂರು, ನ.28: — [365, 730, 487, 738]
link-icon: › — [160, 89, 164, 99]
rajeev-body — [364, 1212, 694, 1508]
ashok-kicker: ಉತ್ತರ ಕರ್ನಾಟಕ ಅಭಿವೃದ್ಧಿ ನಿರ್ಲಕ್ಷ್ಯ — [20, 903, 157, 917]
mantralaya-headline: ಮಂತ್ರಾಲಯ : ಉಚಿತ ನೇತ್ರ ಶಿಬಿರ — [705, 117, 873, 135]
column-divider — [356, 1162, 357, 1508]
kalike-text-right: ಪಟ್ಟಣದ ಸರ್ಕಾರಿ ಹಿರಿಯ ಪ್ರಾಥಮಿಕ ಶಾಲೆಯಲ್ಲಿ ಶಿಕ್ಷಕರಿಗೆ ಗಣಿತ ಗಣಕ ತರಬೇತಿ ಕಾರ್ಯಾಗಾರ ಹಮ್ಮಿಕೊಳ್ಳಲಾಯಿತು. ಕಾರ್ಯಾಗಾರ ಉದ್ಘಾಟಿಸಿ ಮಾತನಾಡಿದ ಸಿಆರ್‌ಪಿ ಸೌಮ್ಯಶ್ರೀ ಅವರು, 4 ರಿಂದ 5ನೇ ತರಗತಿ ವಿದ್ಯಾರ್ಥಿಗಳಲ್ಲಿ ಗಣಿತ ಕಲಿಕೆಯನ್ನು ಸುಲಭಗೊಳಿಸಲು ಶಿಕ್ಷಕರು ಹೊಸ ಕೌಶಲ್ಯಗಳನ್ನು ಅಳವಡಿಸಿಕೊಳ್ಳಬೇಕು. ಚಟುವಟಿಕೆ ಆಧಾರಿತ ಕಲಿಕೆಯಿಂದ ಮಕ್ಕಳಲ್ಲಿ ಆಸಕ್ತಿ ಹೆಚ್ಚುತ್ತದೆ ಎಂದರು. ಕ್ಲಸ್ಟರ್ ವ್ಯಾಪ್ತಿಯ ಶಿಕ್ಷಕರು ತರಬೇತಿಯಲ್ಲಿ ಭಾಗವಹಿಸಿದ್ದರು. ಸಿ ಆರ್ ಪಿ ಮಹೇಶ ಮಾತನಾಡಿ, ಸಂಕಲನ, ವ್ಯವಕಲನ, ಗುಣಾಕಾರ, ಭಾಗಾಕಾರ ಈ ನಾಲ್ಕು ಪ್ರಮುಖ ಗಣಿತದ ಮೂಲಕ್ರಿಯೆಗಳ ಮೇಲೆ ಕಾರ್ಯಕ್ರಮಗಳು ಭಾಗವಹಿಸಿದ್ದರು. — [150, 1337, 350, 1411]
website-link[interactable]: https://www.suddimoola.in — [166, 73, 287, 83]
newspaper-logo: ಸುದ್ದಿಮೂಲ — [755, 64, 866, 99]
weighbridge-text-mid: ನಗರ ಆರೋಗ್ಯ ಕೇಂದ್ರ ಮತ್ತು ಪ್ರಾಥಮಿಕ ಆರೋಗ್ಯ ಕೇಂದ್ರಗಳಲ್ಲಿ ದೊರೆಯುವ ಚಿಕಿತ್ಸಾ ಸೌಲಭ್ಯಗಳಿಗೆ 145.99 ಕೋಟಿ ರೂ. ಅನುದಾನ ಮೀಸಲಿಟ್ಟು ಅನುಮೋದನೆ ನೀಡಲಾಗಿದೆ. ನಮ್ಮ ಕ್ಲಿನಿಕ್ ಹಾಗೂ ನಗರ ಹಾಗೂ ಪ್ರಾಥಮಿಕ ಆರೋಗ್ಯ ಕೇಂದ್ರದಲ್ಲಿ ಪ್ರಯೋಗಾಲಯ ಹಾಗೂ ಆರೋಗ್ಯ ಸೇವೆ ಬಲಪಡಿಸಲು ಅನುಮೋದನೆ ನೀಡಿದ್ದು ಹಾಗೂ 5 ವರ್ಷದ ಅವಧಿಗೆ ಆರೋಗ್ಯ ಕೇಂದ್ರ ನಿರ್ಮಾಣಕ್ಕೆ 84.88 ಕೋಟಿ ರೂ., 72.96 ಕೋಟಿ ರೂ. ವೆಚ್ಚದಲ್ಲಿ ನಮ್ಮ ಕ್ಲಿನಿಕ್‌ಗಳ ಉನ್ನತೀಕರಣಕ್ಕೆ ಪಿಎಂ ಅಭಿಮ್ ಅನುದಾನದಲ್ಲಿ ಖರೀದಿಗೆ ಅನುಮೋದನೆ ನೀಡಲಾಗಿದೆ. ಪಿಎಂ ಅಭೀಮ್ ಯೋಜನೆಯಲ್ಲಿ ಚಿಕ್ಕಬಳ್ಳಾಪುರ ನಂದಿ ವೈದ್ಯಕೀಯ ವಿಜ್ಞಾನ ಸಂಸ್ಥೆಗೆ ಅನುಮೋದನೆ ನೀಡಲಾಗಿದ್ದು 50 ಹಾಸಿಗೆಯ ಕ್ರಿಟಿಕಲ್ ಕೇರ್ ಬ್ಲಾಕ್ ನಿರ್ಮಾಣಕ್ಕೆ ಒಪ್ಪಿಗೆ ನೀಡಲಾಗಿದೆ. ಪಿಎಂ ಅಭೀಮ್ ಯೋಜನೆಯಡಿ 16 ಕೋಟಿ ವೆಚ್ಚದ ನಿರ್ಮಾಣ ಕಾರ್ಯಕ್ಕೆ ಅನುಮೋದನೆ ದೊರೆತಿದೆ. ವಿವಿಧ ನ್ಯಾಯಾಲಯ ಸಮನ್ಸ್‌ಗಳ ವಿದ್ಯುನ್ಮಾನ ಮೇಲ್ ಮೂಲಕ ಜಾರಿಗೆ The Karnataka Courts Service of Summons/ Notices/ Process/ Documents (Civil Proceedings) by Electronic Mail Rules 2 by Courier Rules, 2013 ನಿಯಮಗಳಿಗೆ ಅನುಮೋದನೆ ನೀಡಲಾಗಿದೆ. — [398, 338, 538, 525]
nataka-caption: ಅಡವಿಬಾವಿ ಗ್ರಾಮದಲ್ಲಿ ನಾಟಕ ಪ್ರದರ್ಶನ ಕಾರ್ಯಕ್ರಮ ಉದ್ಘಾಟಿಸಲಾಯಿತು. — [210, 750, 329, 767]
pneumonia-headline: ನ್ಯುಮೋನಿಯಾಕ್ಕೆ ತಕ್ಷಣ ಚಿಕಿತ್ಸೆ ಪಡೆಯಿರಿ - ನಿತೀಶ್ ಕೆ. — [365, 593, 591, 607]
mudagal-headline: ಮುದಗಲ್ : ಕನ್ನಡ ರಾಜ್ಯೋತ್ಸವ ಅದ್ದೂರಿ ಆಚರಣೆ — [20, 115, 200, 155]
header-date — [58, 70, 147, 100]
